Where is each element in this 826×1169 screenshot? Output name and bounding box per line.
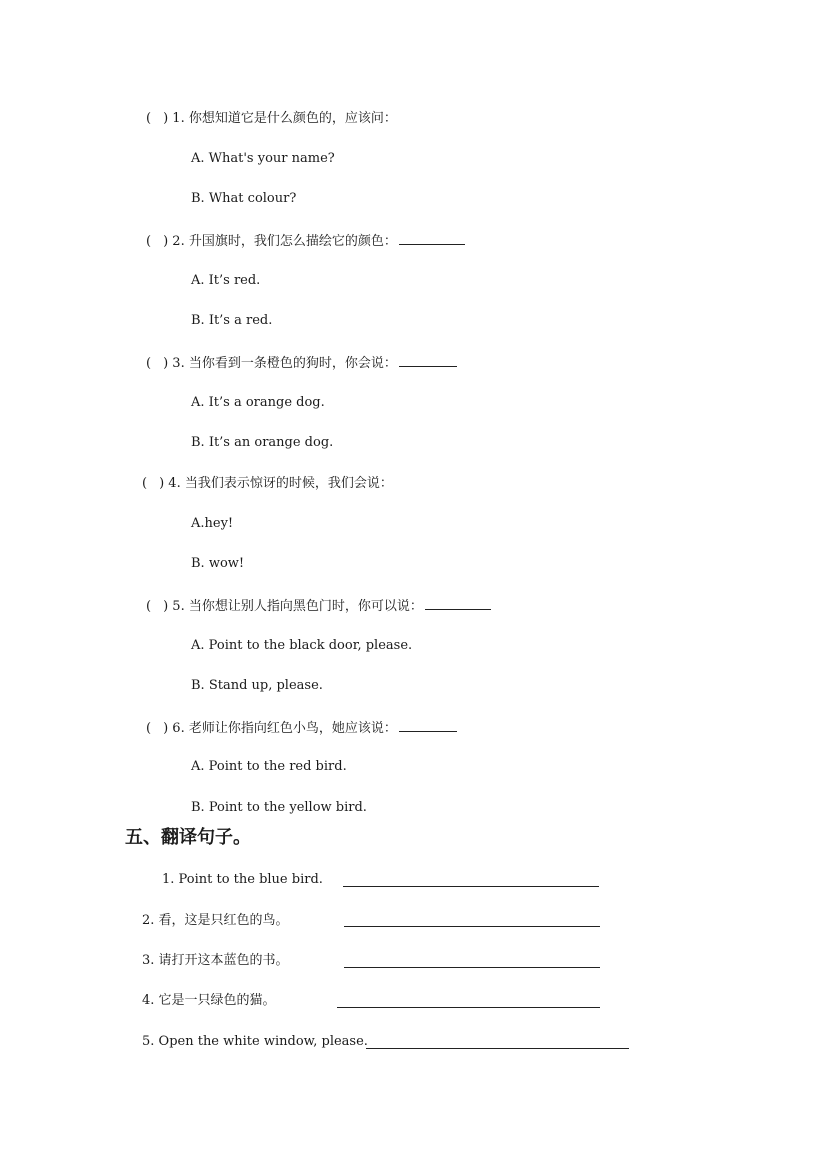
question-number: 6. (172, 721, 185, 736)
answer-paren-close: ) (163, 234, 169, 249)
option-b: B. What colour? (191, 191, 297, 206)
question-1 (146, 111, 397, 127)
option-b: B. Point to the yellow bird. (191, 800, 367, 815)
answer-paren-close: ) (163, 111, 169, 126)
question-prompt: 老师让你指向红色小鸟，她应该说： (188, 721, 397, 736)
option-a: A. Point to the black door, please. (191, 638, 413, 653)
option-a: A. It’s red. (191, 273, 261, 288)
translation-item: 3. 请打开这本蓝色的书。 (142, 953, 289, 968)
question-number: 3. (172, 356, 185, 371)
question-5 (146, 597, 491, 615)
option-a: A. Point to the red bird. (191, 759, 347, 774)
translation-answer-line[interactable] (344, 925, 600, 927)
translation-item: 1. Point to the blue bird. (162, 872, 323, 887)
answer-paren-close: ) (163, 356, 169, 371)
answer-paren-open: ( (146, 599, 152, 614)
option-a: A. It’s a orange dog. (191, 395, 325, 410)
question-3 (146, 354, 457, 372)
translation-answer-line[interactable] (337, 1006, 600, 1008)
fill-blank[interactable] (399, 354, 457, 367)
question-2 (146, 232, 465, 250)
option-b: B. It’s a red. (191, 313, 273, 328)
translation-answer-line[interactable] (344, 966, 600, 968)
translation-answer-line[interactable] (366, 1047, 629, 1049)
question-prompt: 当你看到一条橙色的狗时，你会说： (188, 356, 397, 371)
question-prompt: 当你想让别人指向黑色门时，你可以说： (188, 599, 423, 614)
question-6 (146, 719, 457, 737)
translation-item: 4. 它是一只绿色的猫。 (142, 993, 276, 1008)
answer-paren-open: ( (146, 721, 152, 736)
option-a: A. What's your name? (191, 151, 335, 166)
question-prompt: 你想知道它是什么颜色的，应该问： (188, 111, 397, 126)
option-b: B. Stand up, please. (191, 678, 323, 693)
translation-item: 5. Open the white window, please. (142, 1034, 368, 1049)
fill-blank[interactable] (425, 597, 491, 610)
option-b: B. It’s an orange dog. (191, 435, 334, 450)
answer-paren-close: ) (163, 721, 169, 736)
translation-answer-line[interactable] (343, 885, 599, 887)
answer-paren-open: ( (146, 234, 152, 249)
section-heading: 五、翻译句子。 (125, 827, 251, 848)
question-number: 5. (172, 599, 185, 614)
question-number: 2. (172, 234, 185, 249)
question-number: 1. (172, 111, 185, 126)
question-4 (142, 476, 393, 492)
translation-item: 2. 看，这是只红色的鸟。 (142, 913, 289, 928)
question-prompt: 当我们表示惊讶的时候，我们会说： (184, 476, 393, 491)
answer-paren-close: ) (163, 599, 169, 614)
answer-paren-close: ) (159, 476, 165, 491)
fill-blank[interactable] (399, 232, 465, 245)
answer-paren-open: ( (146, 111, 152, 126)
answer-paren-open: ( (142, 476, 148, 491)
question-number: 4. (168, 476, 181, 491)
option-b: B. wow! (191, 556, 245, 571)
question-prompt: 升国旗时，我们怎么描绘它的颜色： (188, 234, 397, 249)
fill-blank[interactable] (399, 719, 457, 732)
option-a: A.hey! (191, 516, 234, 531)
answer-paren-open: ( (146, 356, 152, 371)
